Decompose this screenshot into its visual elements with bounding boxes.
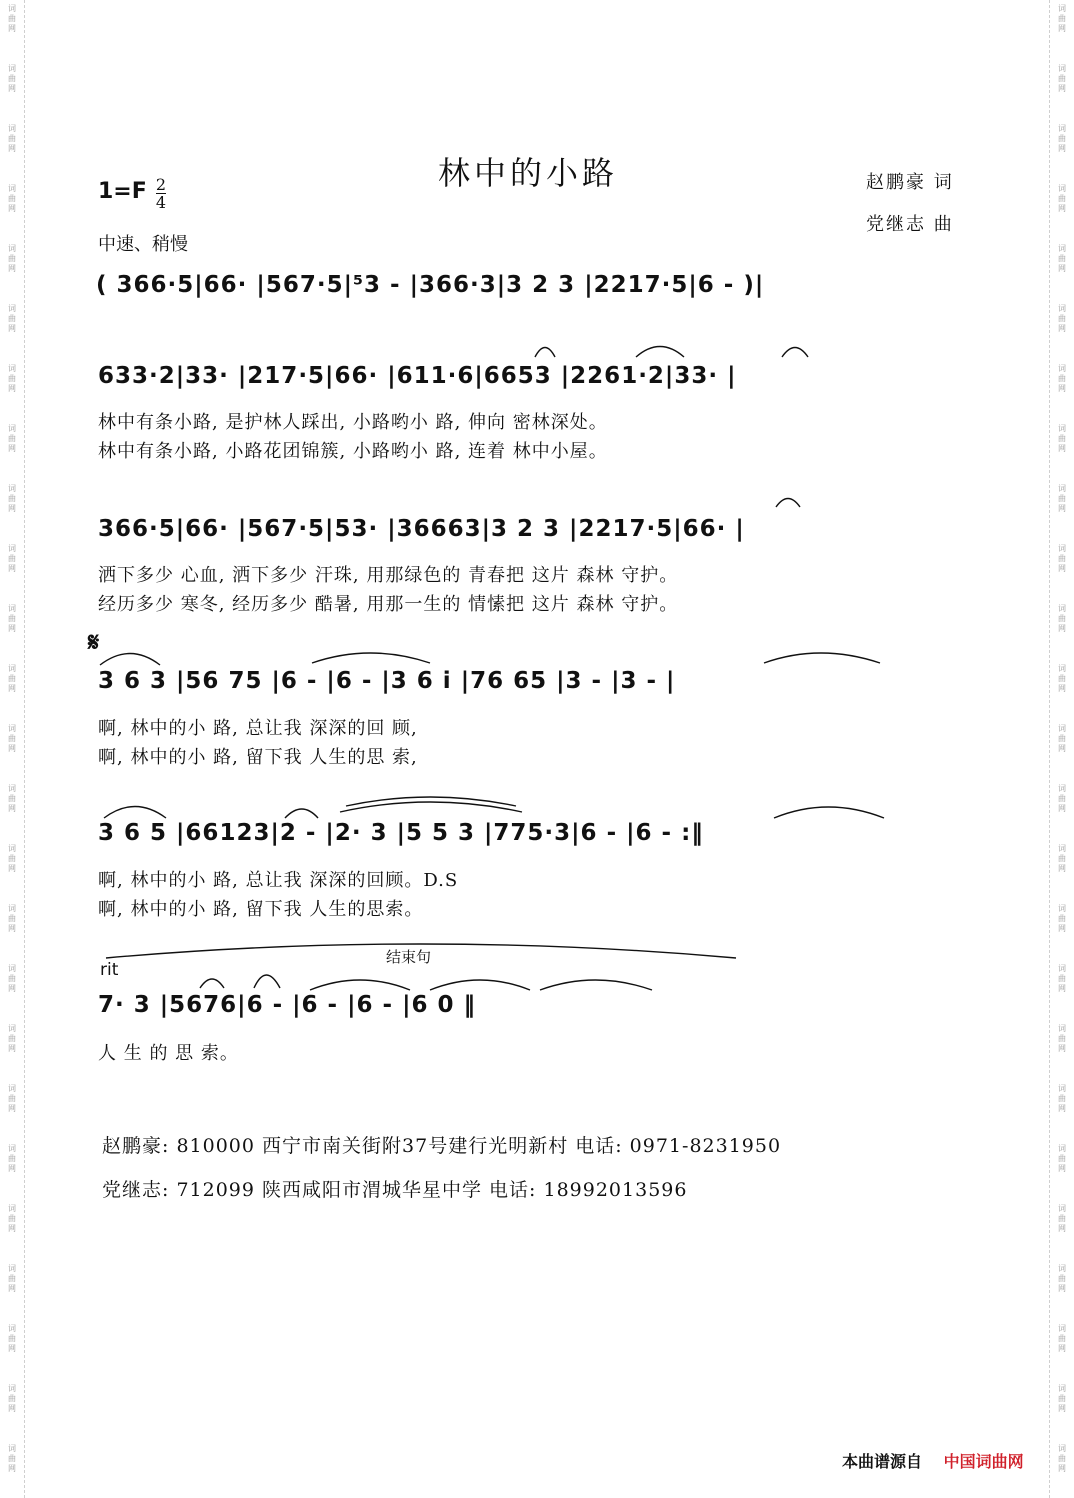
watermark-text: 词 曲 网 [8, 964, 16, 993]
row1-lyric2: 林中有条小路, 小路花团锦簇, 小路哟小 路, 连着 林中小屋。 [98, 441, 608, 462]
slur-arc [312, 653, 430, 663]
contact-lyricist: 赵鹏豪: 810000 西宁市南关街附37号建行光明新村 电话: 0971-8231950 [102, 1135, 782, 1157]
time-bottom: 4 [155, 193, 167, 212]
row3-lyric1: 啊, 林中的小 路, 总让我 深深的回 顾, [98, 718, 418, 739]
watermark-text: 词 曲 网 [1058, 964, 1066, 993]
watermark-text: 词 曲 网 [1058, 604, 1066, 633]
watermark-text: 词 曲 网 [8, 904, 16, 933]
watermark-text: 词 曲 网 [1058, 844, 1066, 873]
row5-notes: 7· 3 |5676|6 - |6 - |6 - |6 0 ‖ [98, 992, 476, 1018]
slur-arc [540, 980, 652, 990]
watermark-text: 词 曲 网 [8, 724, 16, 753]
watermark-text: 词 曲 网 [1058, 1204, 1066, 1233]
slur-arc [285, 809, 318, 818]
source-site: 中国词曲网 [943, 1452, 1024, 1471]
watermark-text: 词 曲 网 [1058, 124, 1066, 153]
row4-lyric1: 啊, 林中的小 路, 总让我 深深的回顾。D.S [98, 870, 459, 891]
slur-arc [636, 347, 684, 358]
watermark-text: 词 曲 网 [8, 424, 16, 453]
watermark-text: 词 曲 网 [1058, 1144, 1066, 1173]
watermark-text: 词 曲 网 [8, 1144, 16, 1173]
watermark-text: 词 曲 网 [8, 1204, 16, 1233]
fermata-arc [254, 975, 280, 988]
watermark-text: 词 曲 网 [1058, 364, 1066, 393]
song-title: 林中的小路 [438, 154, 619, 192]
source-label: 本曲谱源自 [842, 1452, 923, 1471]
watermark-text: 词 曲 网 [8, 1444, 16, 1473]
composer-credit: 党继志 曲 [866, 214, 954, 235]
slur-arc [782, 348, 808, 358]
row4-notes: 3 6 5 |66123|2 - |2· 3 |5 5 3 |775·3|6 - |6 - :‖ [98, 820, 704, 846]
watermark-text: 词 曲 网 [1058, 484, 1066, 513]
watermark-text: 词 曲 网 [8, 364, 16, 393]
watermark-text: 词 曲 网 [8, 604, 16, 633]
watermark-text: 词 曲 网 [1058, 724, 1066, 753]
row2-lyric2: 经历多少 寒冬, 经历多少 酷暑, 用那一生的 情愫把 这片 森林 守护。 [98, 594, 679, 615]
slur-arc [100, 654, 160, 666]
watermark-text: 词 曲 网 [1058, 904, 1066, 933]
key-label: 1=F [98, 179, 147, 204]
watermark-text: 词 曲 网 [1058, 1024, 1066, 1053]
watermark-text: 词 曲 网 [8, 1084, 16, 1113]
watermark-text: 词 曲 网 [8, 1264, 16, 1293]
watermark-text: 词 曲 网 [8, 544, 16, 573]
row2-lyric1: 洒下多少 心血, 洒下多少 汗珠, 用那绿色的 青春把 这片 森林 守护。 [98, 565, 679, 586]
watermark-text: 词 曲 网 [8, 664, 16, 693]
watermark-text: 词 曲 网 [1058, 304, 1066, 333]
watermark-text: 词 曲 网 [1058, 4, 1066, 33]
row5-lyric1: 人 生 的 思 索。 [98, 1043, 239, 1064]
watermark-text: 词 曲 网 [1058, 184, 1066, 213]
watermark-text: 词 曲 网 [8, 1324, 16, 1353]
watermark-text: 词 曲 网 [1058, 1264, 1066, 1293]
row3-notes: 3 6 3 |56 75 |6 - |6 - |3 6 i |76 65 |3 - |3 - | [98, 668, 676, 694]
row1-lyric1: 林中有条小路, 是护林人踩出, 小路哟小 路, 伸向 密林深处。 [98, 412, 608, 433]
watermark-text: 词 曲 网 [1058, 544, 1066, 573]
watermark-text: 词 曲 网 [8, 784, 16, 813]
watermark-text: 词 曲 网 [1058, 1324, 1066, 1353]
slur-arc [104, 807, 166, 819]
watermark-text: 词 曲 网 [1058, 784, 1066, 813]
watermark-text: 词 曲 网 [1058, 424, 1066, 453]
rit-marking: rit [100, 960, 119, 980]
watermark-text: 词 曲 网 [1058, 664, 1066, 693]
watermark-text: 词 曲 网 [1058, 1444, 1066, 1473]
watermark-text: 词 曲 网 [8, 844, 16, 873]
watermark-text: 词 曲 网 [8, 184, 16, 213]
slur-arc [774, 807, 884, 818]
watermark-text: 词 曲 网 [1058, 1084, 1066, 1113]
row2-notes: 366·5|66· |567·5|53· |36663|3 2 3 |2217·5|66· | [98, 516, 745, 542]
watermark-text: 词 曲 网 [1058, 1384, 1066, 1413]
watermark-text: 词 曲 网 [1058, 244, 1066, 273]
slur-arc [310, 980, 410, 990]
ending-label: 结束句 [386, 948, 432, 966]
slur-arc [764, 653, 880, 663]
watermark-text: 词 曲 网 [8, 64, 16, 93]
watermark-text: 词 曲 网 [8, 244, 16, 273]
watermark-text: 词 曲 网 [8, 1384, 16, 1413]
tempo-marking: 中速、稍慢 [98, 234, 188, 255]
watermark-text: 词 曲 网 [1058, 64, 1066, 93]
row4-lyric2: 啊, 林中的小 路, 留下我 人生的思索。 [98, 899, 424, 920]
slur-arc [200, 979, 224, 988]
slur-arc [776, 499, 800, 508]
contact-composer: 党继志: 712099 陕西咸阳市渭城华星中学 电话: 18992013596 [102, 1179, 688, 1201]
watermark-text: 词 曲 网 [8, 304, 16, 333]
slur-arc [106, 944, 736, 958]
row1-notes: 633·2|33· |217·5|66· |611·6|6653 |2261·2|33· | [98, 363, 737, 389]
watermark-text: 词 曲 网 [8, 4, 16, 33]
watermark-text: 词 曲 网 [8, 1024, 16, 1053]
slur-arc [340, 802, 522, 812]
row3-lyric2: 啊, 林中的小 路, 留下我 人生的思 索, [98, 747, 418, 768]
intro-notes: ( 366·5|66· |567·5|⁵3 - |366·3|3 2 3 |2217·5|6 - )| [96, 272, 765, 298]
lyricist-credit: 赵鹏豪 词 [866, 172, 954, 193]
slur-arc [430, 980, 530, 990]
slur-arc [535, 348, 555, 358]
time-top: 2 [155, 175, 167, 194]
watermark-text: 词 曲 网 [8, 124, 16, 153]
watermark-text: 词 曲 网 [8, 484, 16, 513]
segno-sign: 𝄋 [88, 628, 100, 658]
